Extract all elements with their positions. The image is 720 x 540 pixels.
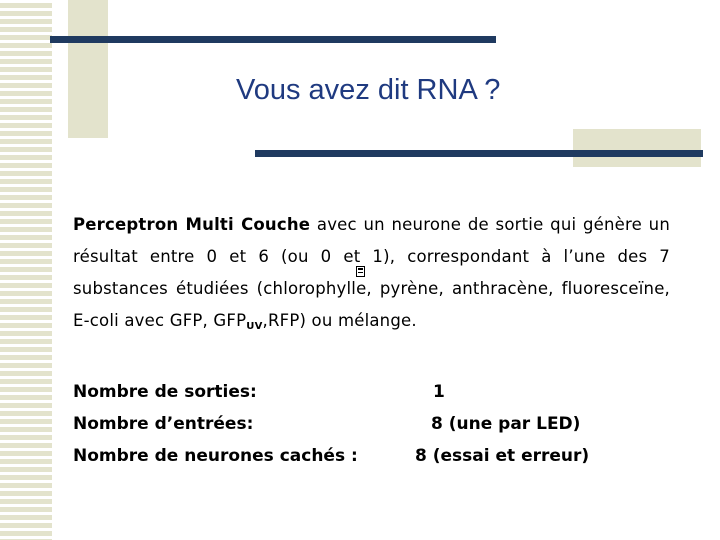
perceptron-term: Perceptron Multi Couche xyxy=(73,215,311,234)
param-label: Nombre d’entrées: xyxy=(73,414,254,434)
tan-block-mid xyxy=(573,129,701,167)
param-value: 8 (essai et erreur) xyxy=(415,446,590,466)
title-bar-top xyxy=(50,36,496,43)
paragraph-text-2: ,RFP) ou mélange. xyxy=(262,311,417,330)
gfp-uv-subscript: UV xyxy=(246,321,263,332)
missing-glyph-icon xyxy=(356,266,365,277)
description-paragraph xyxy=(73,209,670,343)
param-value: 1 xyxy=(433,382,445,402)
tan-block-top xyxy=(68,0,108,138)
paragraph-text-1: avec un neurone de sortie qui génère un résultat entre 0 et 6 (ou 0 et 1), correspondant à l’une des 7 substances étudiées (chlorophylle, pyrène, anthracène, fluoresceïne, E-coli avec GFP, GFP xyxy=(73,215,670,330)
slide-title: Vous avez dit RNA ? xyxy=(236,74,501,106)
striped-side-decoration xyxy=(0,0,52,540)
param-label: Nombre de neurones cachés : xyxy=(73,446,358,466)
param-label: Nombre de sorties: xyxy=(73,382,257,402)
param-value: 8 (une par LED) xyxy=(431,414,581,434)
title-bar-bottom xyxy=(255,150,703,157)
